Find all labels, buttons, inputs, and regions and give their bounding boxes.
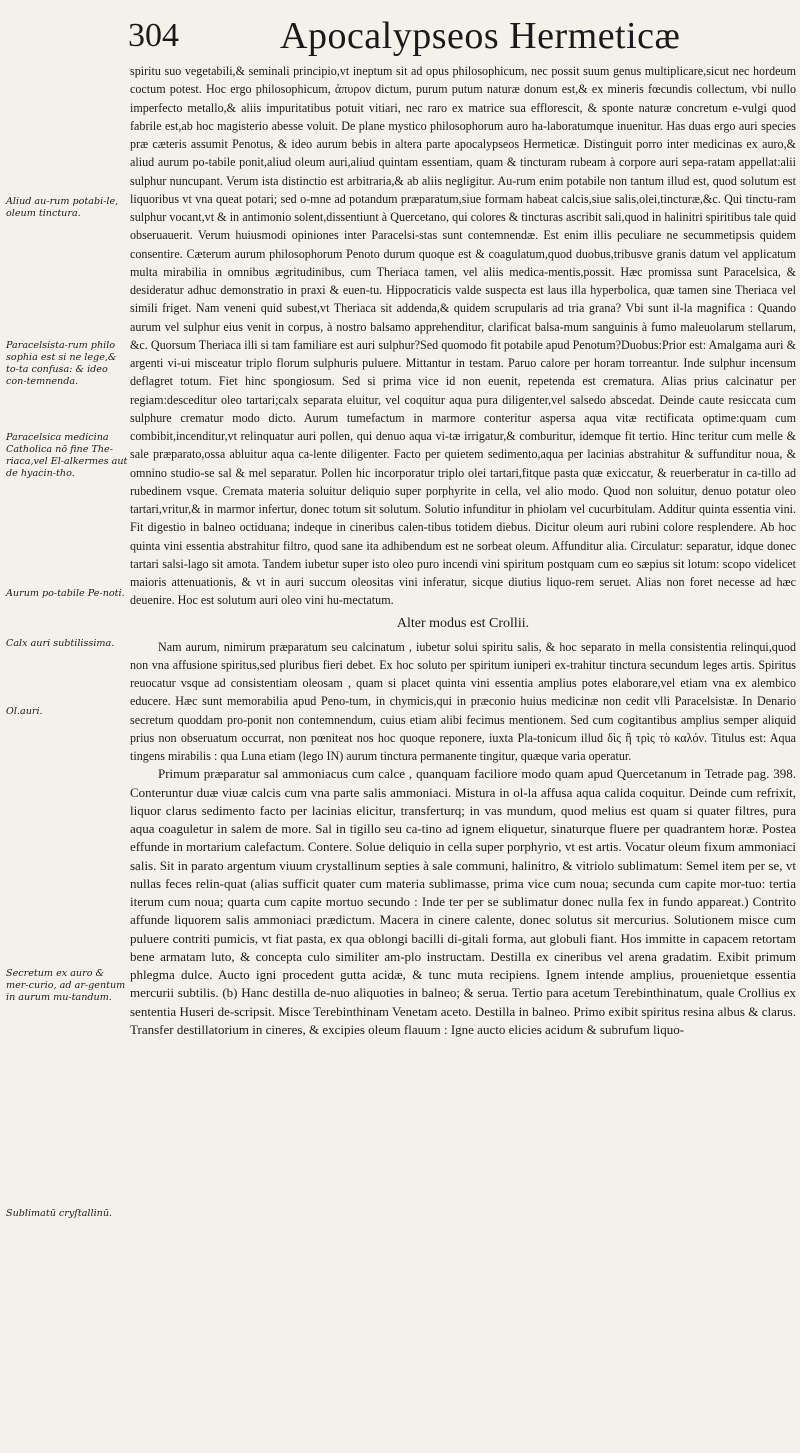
page-header <box>128 14 780 64</box>
margin-note: Calx auri subtilissima. <box>6 638 115 649</box>
margin-notes <box>6 0 128 1453</box>
margin-note: Sublimatū cryſtallinū. <box>6 1208 113 1219</box>
margin-note: Paracelsista-rum philo sophia est si ne lege,& to-ta confusa: & ideo con-temnenda. <box>6 340 117 387</box>
margin-note: Aurum po-tabile Pe-noti. <box>6 588 125 599</box>
margin-note: Aliud au-rum potabi-le, oleum tinctura. <box>6 196 119 219</box>
margin-note: Ol.auri. <box>6 706 43 717</box>
running-head: Apocalypseos Hermeticæ <box>280 15 681 57</box>
paragraph-3: Primum præparatur sal ammoniacus cum calce , quanquam faciliore modo quam apud Quercetanum in Tetrade pag. 398. Conteruntur duæ viuæ calcis cum vna parte salis ammoniaci. Mistura in ol-la affusa aqua calida coquitur. Deinde cum refrixit, liquor clarus sedimento facto per lacinias elicitur, transferturq; in vas mundum, quod melius est quam si quater filtres, pura aqua coaguletur in salem de more. Sal in tigillo seu ca-tino ad ignem eliquetur, sinaturque fluere per quadrantem horæ. Postea effunde in mortarium calefactum. Contere. Solue deliquio in cella super porphyrio, vt est artis. Vocatur oleum fixum ammoniaci salis. Sit in parato argentum viuum crystallinum septies à sale communi, halinitro, & vitriolo sublimatum: Semel item per se, vt nullas feces relin-quat (alias sufficit quater cum materia sublimasse, prima vice cum noua; secunda cum capite mor-tuo: tertia iterum cum noua; quarta cum capite mortuo secundo : Inde ter per se sublimatur donec nulla fex in fundo appareat.) Contrito affunde liquorem salis ammoniaci prædictum. Macera in cinere calente, donec solutus sit mercurius. Solutionem misce cum puluere contriti pumicis, vt fiat pasta, ex qua oblongi bacilli di-gitali forma, aut globuli fiant. Hos immitte in capacem retortam bene armatam luto, & concepta culo similiter am-plo instructam. Destilla ex cineribus vel arena gradatim. Exibit primum phlegma dulce. Aucto igni procedent gutta acidæ, & tunc muta recipiens. Ignem intende amplius, prouenietque essentia mercurii subtilis. (b) Hanc destilla de-nuo aliquoties in balneo; & serua. Tertio para acetum Terebinthinatum, quale Crollius ex sententia Huseri de-scripsit. Misce Terebinthinam Venetam aceto. Destilla in balneo. Primo exibit spiritus resina albus & clarus. Transfer destillatorium in cineres, & excipies oleum flauum : Igne aucto elicies acidum & subrufum liquo- <box>130 766 796 1037</box>
paragraph-1: spiritu suo vegetabili,& seminali principio,vt ineptum sit ad opus philosophicum, nec possit suum genus multiplicare,sicut nec hordeum coctum potest. Hoc ergo philosophicum, ἀπυρον dictum, purum putum naturæ donum est,& ex mineris fœcundis collectum, vbi nullo imperfecto metallo,& aliis impuritatibus potuit vitiari, nec raro ex matrice sua efflorescit, & sponte naturæ concretum e-vulgi quod fabrile est,ab hoc magisterio abesse voluit. De plane mystico philosophorum auro ha-laboratumque inuenitur. Has duas ergo auri species præ cæteris assumit Penotus, & ideo aurum bebis in altera parte apocalypseos Hermeticæ. Distinguit porro inter medicinas ex auro,& aliud aurum po-tabile ponit,aliud oleum auri,aliud quintam essentiam, quam & tincturam rubeam à corpore auri sepa-ratam appellat:alii sulphur nuncupant. Verum ista distinctio est arbitraria,& ab aliis negligitur. Au-rum enim potabile non tantum illud est, quod solutum est liquoribus vt vna queat potari; sed o-mne ad potandum præparatum,siue formam habeat calcis,siue salis,olei,tincturæ,&c. Qui tinctu-ram sulphur vocant,vt & in antimonio solent,dissentiunt à Quercetano, qui colores & tincturas ascribit sali,quod in halinitri spiritibus tale quid obseruauerit. Verum huiusmodi opiniones inter Paracelsi-stas sunt contemnendæ. Est enim illis peculiare ne secummetipsis quidem consentire. Cæterum aurum philosophorum Penoto durum quoque est & coagulatum,quod duobus,tribusve granis datum vel applicatum multa mirabilia in omnibus ægritudinibus, cum Theriaca tamen, vel aliis medica-mentis,possit. Hæc promissa sunt Paracelsica, & desideratur adhuc demonstratio in praxi & euen-tu. Hippocraticis valde suspecta est laus illa hyperbolica, quæ tamen sine Theriaca vel simili friget. Nam veneni quid subest,vt Theriaca sit addenda,& quidem scrupularis ad tria grana? Vbi sunt il-la magnifica : Quando aurum vel sulphur eius venit in corpus, à nostro balsamo apprehenditur, clarificat balsa-mum sanguinis à fumo maleuolarum stellarum, &c. Quorsum Theriaca illi si tam familiare est auri sulphur?Sed quomodo fit potabile apud Penotum?Duobus:Prior est: Amalgama auri & argenti vi-ui misceatur triplo florum sulphuris puluere. Mittantur in testam. Paruo calore per horam torreantur. Inde sulphur incensum deflagret totum. Fiet hinc spongiosum. Sed si prima vice id non euenit, repetenda est crematura. Alias prius calcinatur per regiam:desceditur oleo tartari;calx separata eluitur, vel coquitur aqua pura diligenter,vel salsedo abscedat. Deinde caute resiccata cum sulphure crematur modo dicto. Aurum tumefactum in marmore conteritur aspersa aqua vitæ rectificata optime:quam cum combibit,incenditur,vt relinquatur auri pollen, qui denuo aqua vi-tæ irrigatur,& comburitur, idemque fit tertio. Hinc teritur cum melle & sale præparato,ossa abluitur aqua ca-lente diligenter. Facto per quietem sedimento,aqua per lacinias abstrahitur & suffunditur noua, & omnino studio-se sal & mel separatur. Pollen hic incorporatur triplo olei tartari,fitque pasta quæ exiccatur, & reuerberatur in ca-tillo ad rubedinem vsque. Cremata materia soluitur deliquio super porphyrite in cella, vel alio modo. Quod non soluitur, denuo potatur oleo tartari,vritur,& in marmor infertur, donec totum sit solutum. Solutio infunditur in phiolam vel cucurbitulam. Additur quinta essentia vini. Fit digestio in balneo octiduana; indeque in cineribus calen-tibus totidem diebus. Dicitur oleum auri rubini colore resplendere. Ab hoc quinta vini essentia abstrahitur filtro, quod sane ita adhibendum est ne sorbeat oleum. Affunditur alia. Circulatur: separatur, idque donec tartari salsi-lago sit amota. Tandem iubetur super isto oleo puro incendi vini spiritum postquam cum eo sæpius sit lotum: scopo videlicet maioris attenuationis, & vt in auri succum oleositas vini inferatur, sicque diutius liquo-rem seruet. Alias non foret necesse ad hæc deuenire. Hoc est solutum auri oleo vini hu-mectatum. <box>130 64 796 608</box>
paragraph-2: Nam aurum, nimirum præparatum seu calcinatum , iubetur solui spiritu salis, & hoc separato in mella consistentia relinqui,quod non vna affusione spiritus,sed pluribus fieri debet. Ex hoc soluto per spiritum iuniperi ex-trahitur tinctura secundum leges artis. Spiritus reuocatur vsque ad consistentiam oleosam , quam si placet quinta vini essentia amplius potes elaborare,vel etiam vna ex alembico educere. Hæc sunt memorabilia apud Peno-tum, in chymicis,qui in præconio huius medicinæ non cedit vlli Paracelsistæ. In Denario secretum quoddam pro-ponit non contemnendum, cuius etiam alibi fecimus mentionem. Sed cum cogitantibus amplius semper aliquid prius non obseruatum occurrat, non pœniteat nos hoc quoque reponere, iuxta Pla-tonicum illud δὶς ἢ τρὶς τὸ καλόν. Titulus est: Aqua tingens mirabilis : qua Luna etiam (lego IN) aurum tinctura permanente tingitur, quæque varia operatur. <box>130 639 796 763</box>
margin-note: Secretum ex auro & mer-curio, ad ar-gentum in aurum mu-tandum. <box>6 968 126 1003</box>
main-text <box>130 62 796 1039</box>
section-heading: Alter modus est Crollii. <box>396 615 530 631</box>
margin-note: Paracelsica medicina Catholica nō fine The-riaca,vel El-alkermes aut de hyacin-tho. <box>6 432 128 479</box>
page-number: 304 <box>128 17 179 54</box>
